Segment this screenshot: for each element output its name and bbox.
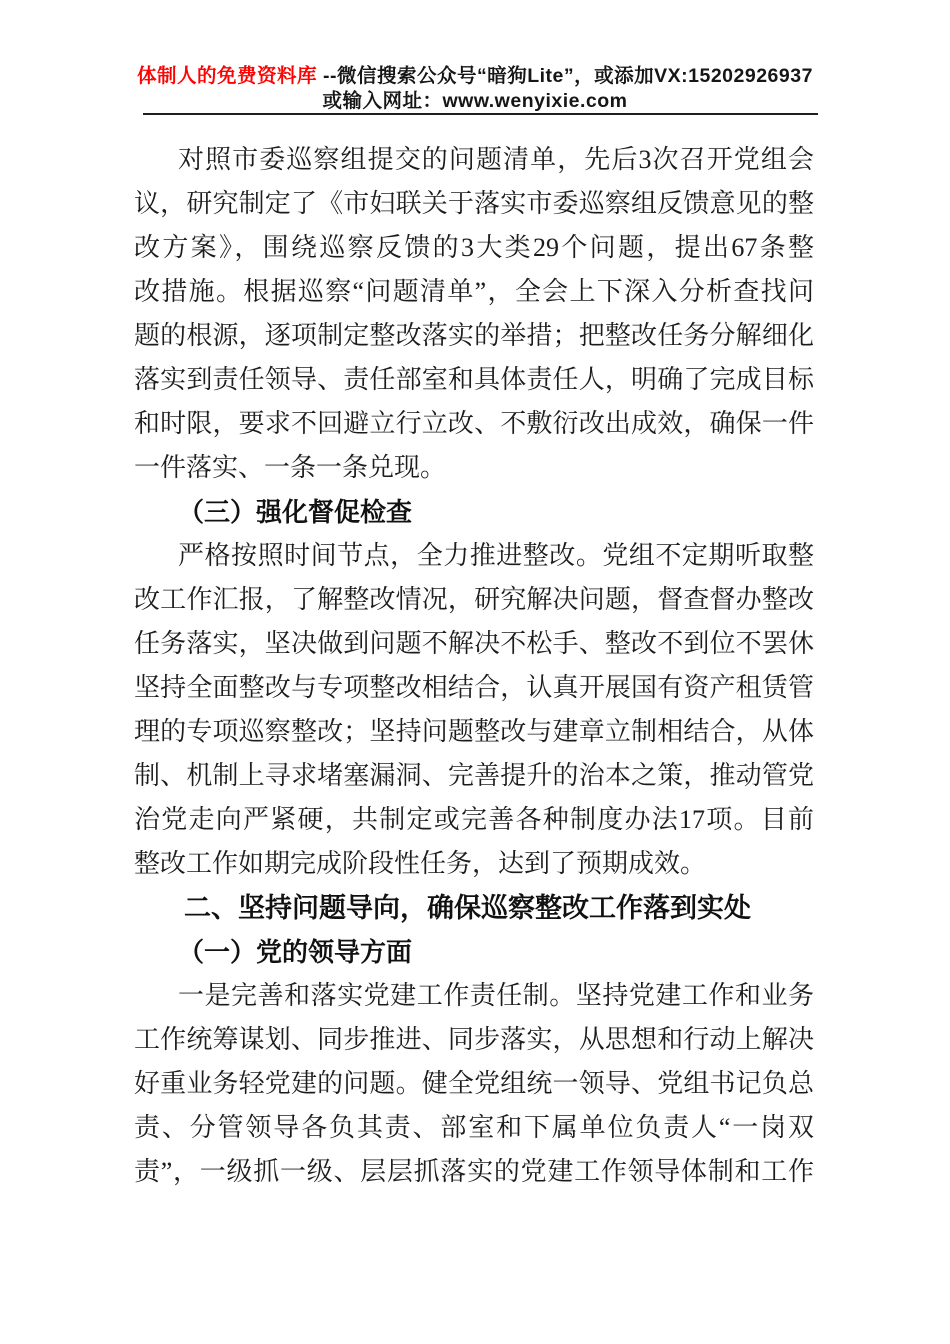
header-contact-text: --微信搜索公众号“暗狗Lite”，或添加VX:15202926937 [317,65,813,87]
header-divider [143,113,818,115]
text-line: 议，研究制定了《市妇联关于落实市委巡察组反馈意见的整 [134,189,814,218]
text-line: 好重业务轻党建的问题。健全党组统一领导、党组书记负总 [134,1069,814,1098]
text-line: 责、分管领导各负其责、部室和下属单位负责人“一岗双 [134,1113,814,1142]
text-line: 治党走向严紧硬，共制定或完善各种制度办法17项。目前 [134,805,814,834]
text-line: 改工作汇报，了解整改情况，研究解决问题，督查督办整改 [134,585,814,614]
page-header [0,62,950,112]
text-line: 坚持全面整改与专项整改相结合，认真开展国有资产租赁管 [134,673,814,702]
section-heading: 二、坚持问题导向，确保巡察整改工作落到实处 [184,893,751,923]
document-body [134,138,814,1194]
brand-title: 体制人的免费资料库 [137,65,318,87]
text-line: 制、机制上寻求堵塞漏洞、完善提升的治本之策，推动管党 [134,761,814,790]
text-line: 改措施。根据巡察“问题清单”，全会上下深入分析查找问 [134,277,814,306]
header-website-text: 或输入网址：www.wenyixie.com [322,90,628,112]
text-line: 责”，一级抓一级、层层抓落实的党建工作领导体制和工作 [134,1157,814,1186]
text-line: 工作统筹谋划、同步推进、同步落实，从思想和行动上解决 [134,1025,814,1054]
header-line-1 [0,62,950,90]
text-line: 和时限，要求不回避立行立改、不敷衍改出成效，确保一件 [134,409,814,438]
text-line: 理的专项巡察整改；坚持问题整改与建章立制相结合，从体 [134,717,814,746]
text-line: 任务落实，坚决做到问题不解决不松手、整改不到位不罢休 [134,629,814,658]
text-line: 对照市委巡察组提交的问题清单，先后3次召开党组会 [178,145,814,174]
text-line: 题的根源，逐项制定整改落实的举措；把整改任务分解细化 [134,321,814,350]
text-line: 一是完善和落实党建工作责任制。坚持党建工作和业务 [178,981,814,1010]
text-line: 改方案》，围绕巡察反馈的3大类29个问题，提出67条整 [134,233,814,262]
text-line: 一件落实、一条一条兑现。 [134,453,447,482]
text-line: 整改工作如期完成阶段性任务，达到了预期成效。 [134,849,707,878]
text-line: 落实到责任领导、责任部室和具体责任人，明确了完成目标 [134,365,814,394]
section-heading: （三）强化督促检查 [178,497,413,527]
section-heading: （一）党的领导方面 [178,937,413,967]
text-line: 严格按照时间节点，全力推进整改。党组不定期听取整 [178,541,814,570]
